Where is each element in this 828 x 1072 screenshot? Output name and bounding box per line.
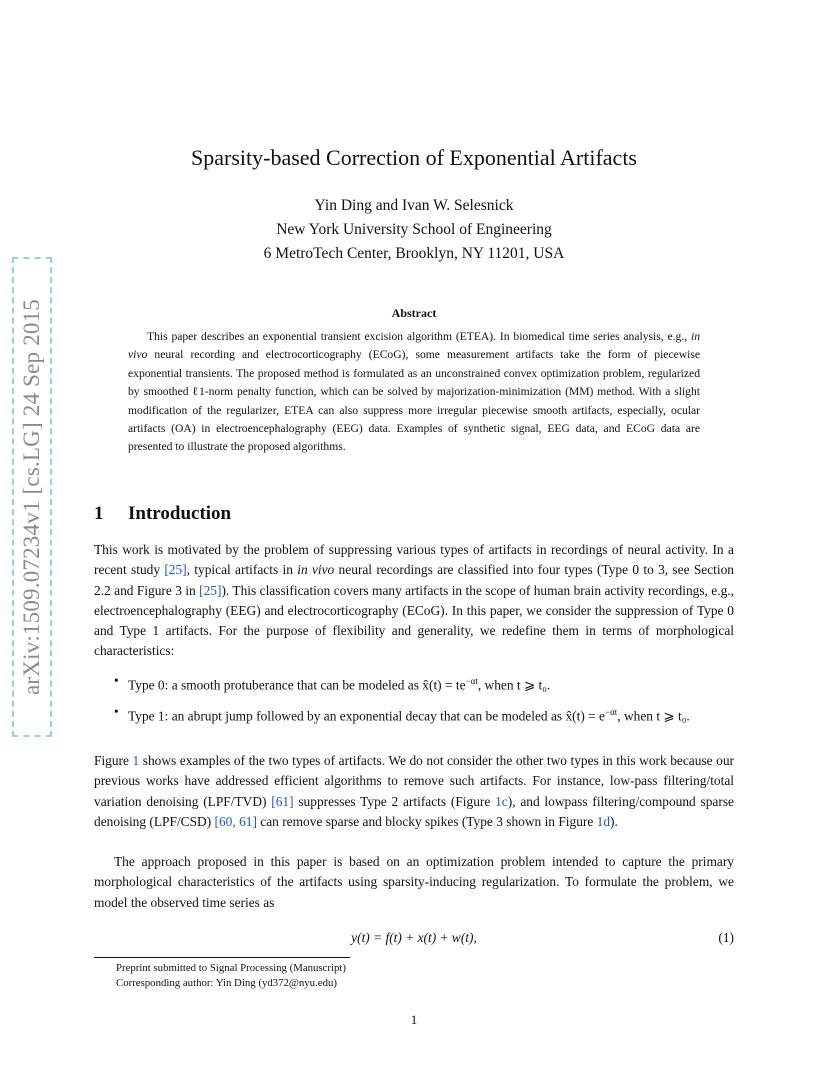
page-number: 1 <box>410 1012 418 1027</box>
intro-paragraph-1: This work is motivated by the problem of suppressing various types of artifacts in recordings of neural activity. In a recent study [25], typical artifacts in in vivo neural recordings are classified into four types (Type 0 to 3, see Section 2.2 and Figure 3 in [25]). This classification covers many artifacts in the scope of human brain activity recordings, e.g., electroencephalography (EEG) and electrocorticography (ECoG). In this paper, we consider the suppression of Type 0 and Type 1 artifacts. For the purpose of flexibility and generality, we redefine them in terms of morphological characteristics: <box>94 542 734 659</box>
author-names: Yin Ding and Ivan W. Selesnick <box>314 197 514 214</box>
author-block <box>94 194 734 266</box>
list-item: • Type 0: a smooth protuberance that can be modeled as x̂(t) = $te^{-\alpha t}$, when t ⩾ t₀. <box>128 671 734 696</box>
footnote-author: Corresponding author: Yin Ding (yd372@nyu.edu) <box>116 977 337 989</box>
footnote-rule <box>94 957 350 958</box>
equation-expression: y(t) = f(t) + x(t) + w(t), <box>351 930 477 945</box>
arxiv-stamp <box>12 257 52 737</box>
citation-link[interactable]: [60, 61] <box>214 813 257 829</box>
list-item: • Type 1: an abrupt jump followed by an exponential decay that can be modeled as x̂(t) = $e^{-\alpha t}$, when t ⩾ t₀. <box>128 702 734 727</box>
abstract-text: This paper describes an exponential transient excision algorithm (ETEA). In biomedical time series analysis, e.g., in vivo neural recording and electrocorticography (ECoG), some measurement artifacts take the form of piecewise exponential transients. The proposed method is formulated as an unconstrained convex optimization problem, regularized by smoothed ℓ1-norm penalty function, which can be solved by majorization-minimization (MM) method. With a slight modification of the regularizer, ETEA can also suppress more irregular piecewise smooth artifacts, especially, ocular artifacts (OA) in electroencephalography (EEG) data. Examples of synthetic signal, EEG data, and ECoG data are presented to illustrate the proposed algorithms. <box>128 330 700 454</box>
citation-link[interactable]: [25] <box>164 562 187 578</box>
intro-paragraph-3: The approach proposed in this paper is based on an optimization problem intended to capture the primary morphological characteristics of the artifacts using sparsity-inducing regularization. To formulate the problem, we model the observed time series as <box>94 854 734 910</box>
abstract-heading: Abstract <box>391 306 437 320</box>
equation-1 <box>94 930 734 950</box>
author-address: 6 MetroTech Center, Brooklyn, NY 11201, USA <box>263 245 565 262</box>
footnotes <box>116 961 346 991</box>
figure-link[interactable]: 1d <box>596 813 611 829</box>
equation-number: (1) <box>718 930 734 945</box>
figure-link[interactable]: 1 <box>132 753 140 768</box>
section-title: Introduction <box>128 503 232 524</box>
section-number: 1 <box>94 503 104 524</box>
author-affiliation: New York University School of Engineering <box>276 221 552 238</box>
intro-paragraph-2: Figure 1 shows examples of the two types of artifacts. We do not consider the other two types in this work because our previous works have addressed efficient algorithms to remove such artifacts. For instance, low-pass filtering/total variation denoising (LPF/TVD) [61] suppresses Type 2 artifacts (Figure 1c), and lowpass filtering/compound sparse denoising (LPF/CSD) [60, 61] can remove sparse and blocky spikes (Type 3 shown in Figure 1d). <box>94 753 734 829</box>
figure-link[interactable]: 1c <box>495 793 508 809</box>
citation-link[interactable]: [25] <box>199 582 222 598</box>
arxiv-stamp-text: arXiv:1509.07234v1 [cs.LG] 24 Sep 2015 <box>19 299 44 695</box>
citation-link[interactable]: [61] <box>271 793 294 809</box>
section-heading <box>94 503 231 525</box>
footnote-preprint: Preprint submitted to Signal Processing (Manuscript) <box>116 962 347 974</box>
paper-title: Sparsity-based Correction of Exponential Artifacts <box>191 145 637 170</box>
